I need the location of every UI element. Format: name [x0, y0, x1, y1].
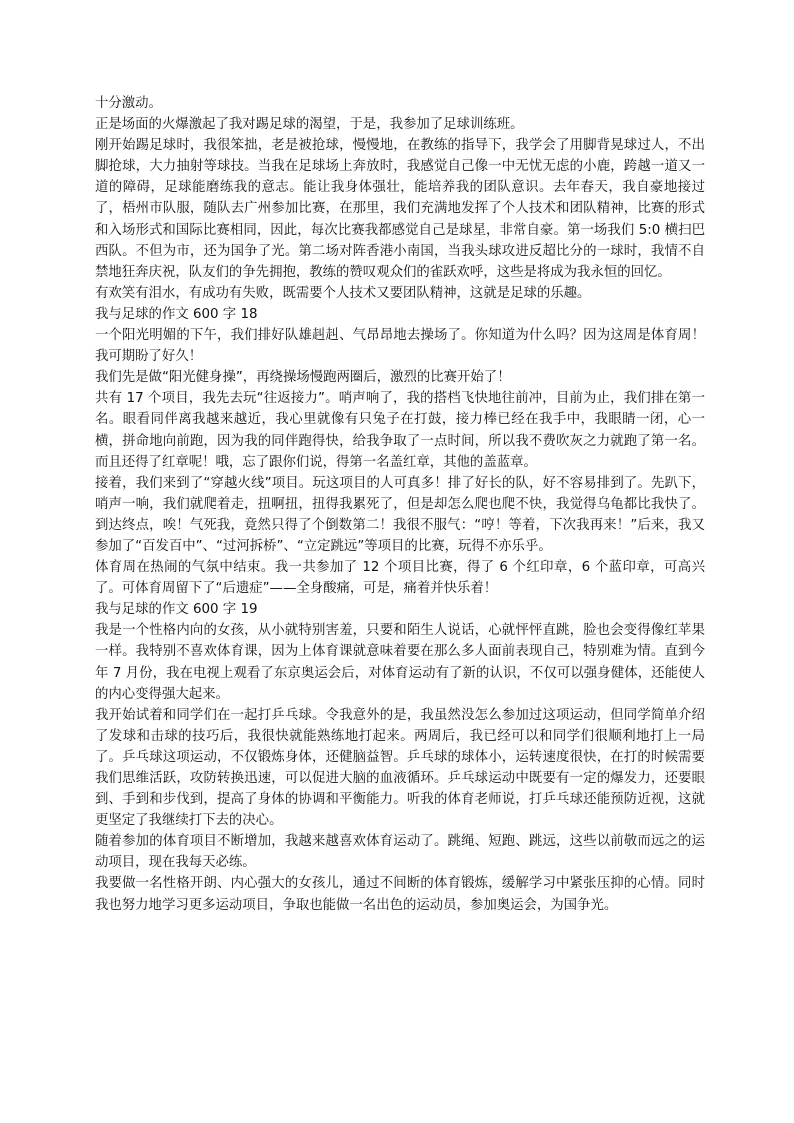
paragraph-shy-girl: 我是一个性格内向的女孩，从小就特别害羞，只要和陌生人说话，心就怦怦直跳，脸也会变得像红苹果一样。我特别不喜欢体育课，因为上体育课就意味着要在那么多人面前表现自己，特别难为情。直到今年 7 月份，我在电视上观看了东京奥运会后，对体育运动有了新的认识，不仅可以强身健体，还能使人的内心变得强大起来。	[95, 623, 705, 702]
paragraph-warmup: 我们先是做“阳光健身操”，再绕操场慢跑两圈后，激烈的比赛开始了！	[95, 370, 511, 386]
paragraph-table-tennis: 我开始试着和同学们在一起打乒乓球。令我意外的是，我虽然没怎么参加过这项运动，但同学简单介绍了发球和击球的技巧后，我很快就能熟练地打起来。两周后，我已经可以和同学们很顺利地打上一局了。乒乓球这项运动，不仅锻炼身体，还健脑益智。乒乓球的球体小，运转速度很快，在打的时候需要我们思维活跃，攻防转换迅速，可以促进大脑的血液循环。乒乓球运动中既要有一定的爆发力，还要眼到、手到和步伐到，提高了身体的协调和平衡能力。听我的体育老师说，打乒乓球还能预防近视，这就更坚定了我继续打下去的决心。	[95, 707, 705, 829]
paragraph-sports-week-intro: 一个阳光明媚的下午，我们排好队雄赳赳、气昂昂地去操场了。你知道为什么吗？因为这周是体育周！我可期盼了好久！	[95, 328, 705, 365]
essay-heading-19: 我与足球的作文 600 字 19	[95, 602, 258, 618]
paragraph-sports-week-end: 体育周在热闹的气氛中结束。我一共参加了 12 个项目比赛，得了 6 个红印章，6 个蓝印章，可高兴了。可体育周留下了“后遗症”——全身酸痛，可是，痛着并快乐着！	[95, 560, 705, 597]
paragraph-relay: 共有 17 个项目，我先去玩“往返接力”。哨声响了，我的搭档飞快地往前冲，目前为止，我们排在第一名。眼看同伴离我越来越近，我心里就像有只兔子在打鼓，接力棒已经在我手中，我眼睛一闭，心一横，拼命地向前跑，因为我的同伴跑得快，给我争取了一点时间，所以我不费吹灰之力就跑了第一名。而且还得了红章呢！哦，忘了跟你们说，得第一名盖红章，其他的盖蓝章。	[95, 391, 705, 470]
paragraph-more-sports: 随着参加的体育项目不断增加，我越来越喜欢体育运动了。跳绳、短跑、跳远，这些以前敬而远之的运动项目，现在我每天必练。	[95, 834, 705, 871]
paragraph-joined-training: 正是场面的火爆激起了我对踢足球的渴望，于是，我参加了足球训练班。	[95, 117, 524, 133]
paragraph-football-experience: 刚开始踢足球时，我很笨拙，老是被抢球，慢慢地，在教练的指导下，我学会了用脚背晃球过人，不出脚抢球，大力抽射等球技。当我在足球场上奔放时，我感觉自己像一中无忧无虑的小鹿，跨越一道又一道的障碍，足球能磨练我的意志。能让我身体强壮，能培养我的团队意识。去年春天，我自豪地接过了，梧州市队服，随队去广州参加比赛，在那里，我们充满地发挥了个人技术和团队精神，比赛的形式和入场形式和国际比赛相同，因此，每次比赛我都感觉自己是球星，非常自豪。第一场我们 5:0 横扫巴西队。不但为市，还为国争了光。第二场对阵香港小南国，当我头球攻进反超比分的一球时，我情不自禁地狂奔庆祝，队友们的争先拥抱，教练的赞叹观众们的雀跃欢呼，这些是将成为我永恒的回忆。	[95, 138, 705, 280]
paragraph-football-fun: 有欢笑有泪水，有成功有失败，既需要个人技术又要团队精神，这就是足球的乐趣。	[95, 285, 591, 301]
document-page	[95, 93, 705, 916]
paragraph-crossfire: 接着，我们来到了“穿越火线”项目。玩这项目的人可真多！排了好长的队，好不容易排到了。先趴下，哨声一响，我们就爬着走，扭啊扭，扭得我累死了，但是却怎么爬也爬不快，我觉得乌龟都比我快了。到达终点，唉！气死我，竟然只得了个倒数第二！我很不服气：“哼！等着，下次我再来！”后来，我又参加了“百发百中”、“过河拆桥”、“立定跳远”等项目的比赛，玩得不亦乐乎。	[95, 475, 705, 554]
paragraph-goal: 我要做一名性格开朗、内心强大的女孩儿，通过不间断的体育锻炼，缓解学习中紧张压抑的心情。同时我也努力地学习更多运动项目，争取也能做一名出色的运动员，参加奥运会，为国争光。	[95, 876, 705, 913]
essay-heading-18: 我与足球的作文 600 字 18	[95, 306, 258, 322]
paragraph-intro-end: 十分激动。	[95, 96, 162, 111]
